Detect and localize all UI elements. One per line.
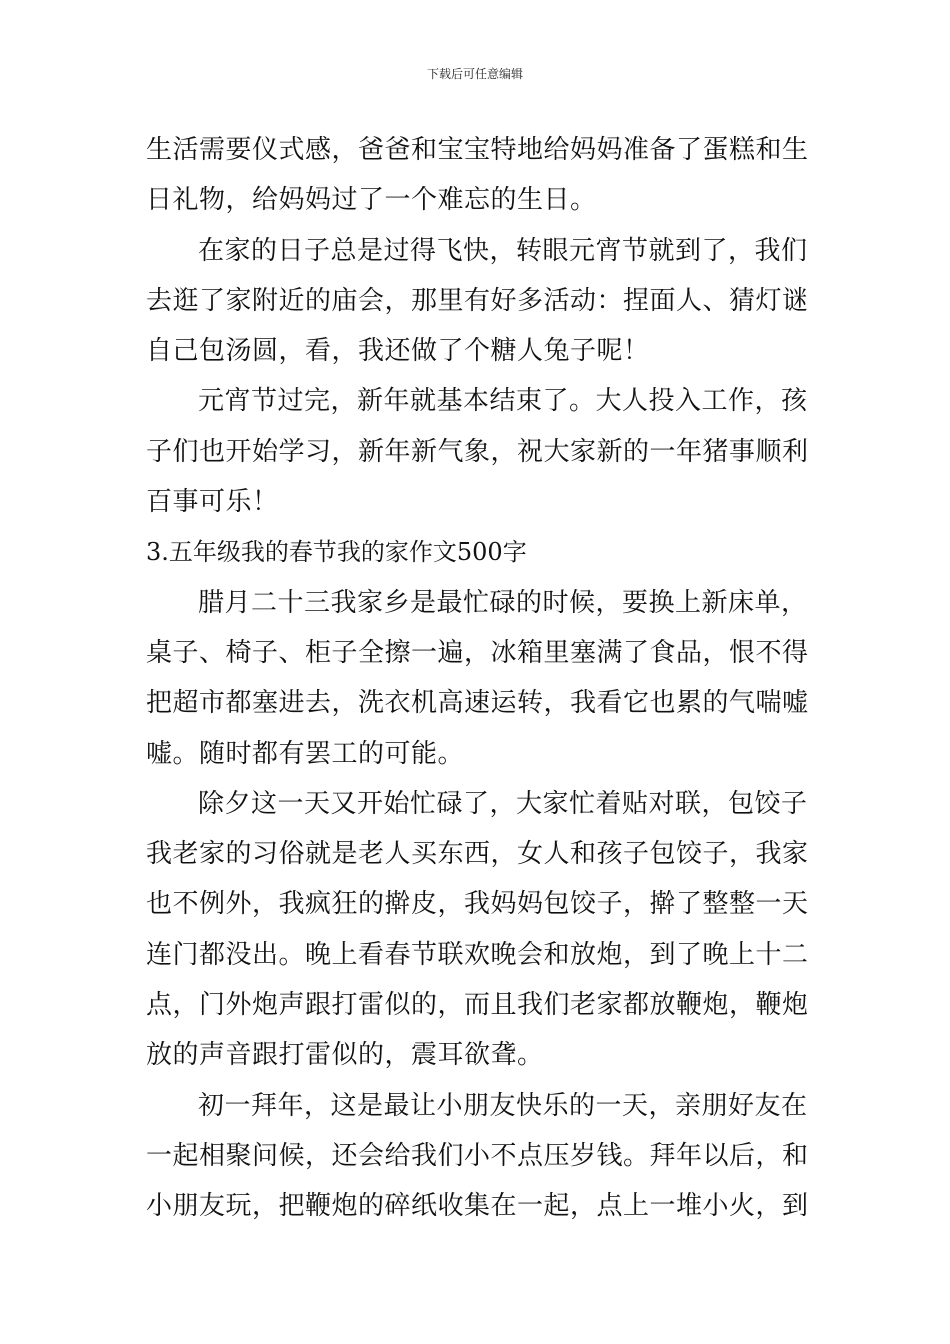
text-line: 放的声音跟打雷似的，震耳欲聋。: [146, 1040, 544, 1071]
paragraph-start-line: 初一拜年，这是最让小朋友快乐的一天，亲朋好友在: [198, 1090, 808, 1121]
paragraph-start-line: 元宵节过完，新年就基本结束了。大人投入工作，孩: [198, 386, 808, 417]
text-line: 自己包汤圆，看，我还做了个糖人兔子呢！: [146, 336, 650, 367]
page-header: 下载后可任意编辑: [426, 67, 523, 81]
text-line: 把超市都塞进去，洗衣机高速运转，我看它也累的气喘嘘: [146, 688, 809, 719]
text-line: 嘘。随时都有罢工的可能。: [146, 738, 465, 769]
text-line: 点，门外炮声跟打雷似的，而且我们老家都放鞭炮，鞭炮: [146, 990, 809, 1021]
document-body: [146, 125, 810, 1232]
text-line: 一起相聚问候，还会给我们小不点压岁钱。拜年以后，和: [146, 1140, 809, 1171]
text-line: 日礼物，给妈妈过了一个难忘的生日。: [146, 185, 597, 216]
text-line: 也不例外，我疯狂的擀皮，我妈妈包饺子，擀了整整一天: [146, 889, 809, 920]
section-heading: 3.五年级我的春节我的家作文500字: [146, 538, 527, 567]
text-line: 百事可乐！: [146, 487, 279, 518]
text-line: 生活需要仪式感，爸爸和宝宝特地给妈妈准备了蛋糕和生: [146, 135, 809, 165]
text-line: 桌子、椅子、柜子全擦一遍，冰箱里塞满了食品，恨不得: [146, 637, 809, 668]
text-line: 去逛了家附近的庙会，那里有好多活动：捏面人、猜灯谜: [146, 285, 809, 316]
text-line: 子们也开始学习，新年新气象，祝大家新的一年猪事顺利: [146, 436, 809, 467]
text-line: 连门都没出。晚上看春节联欢晚会和放炮，到了晚上十二: [146, 939, 809, 970]
paragraph-start-line: 除夕这一天又开始忙碌了，大家忙着贴对联，包饺子: [198, 788, 808, 819]
paragraph-start-line: 腊月二十三我家乡是最忙碌的时候，要换上新床单，: [198, 587, 808, 618]
paragraph-start-line: 在家的日子总是过得飞快，转眼元宵节就到了，我们: [198, 235, 808, 266]
text-line: 小朋友玩，把鞭炮的碎纸收集在一起，点上一堆小火，到: [146, 1191, 809, 1222]
text-line: 我老家的习俗就是老人买东西，女人和孩子包饺子，我家: [146, 839, 809, 870]
